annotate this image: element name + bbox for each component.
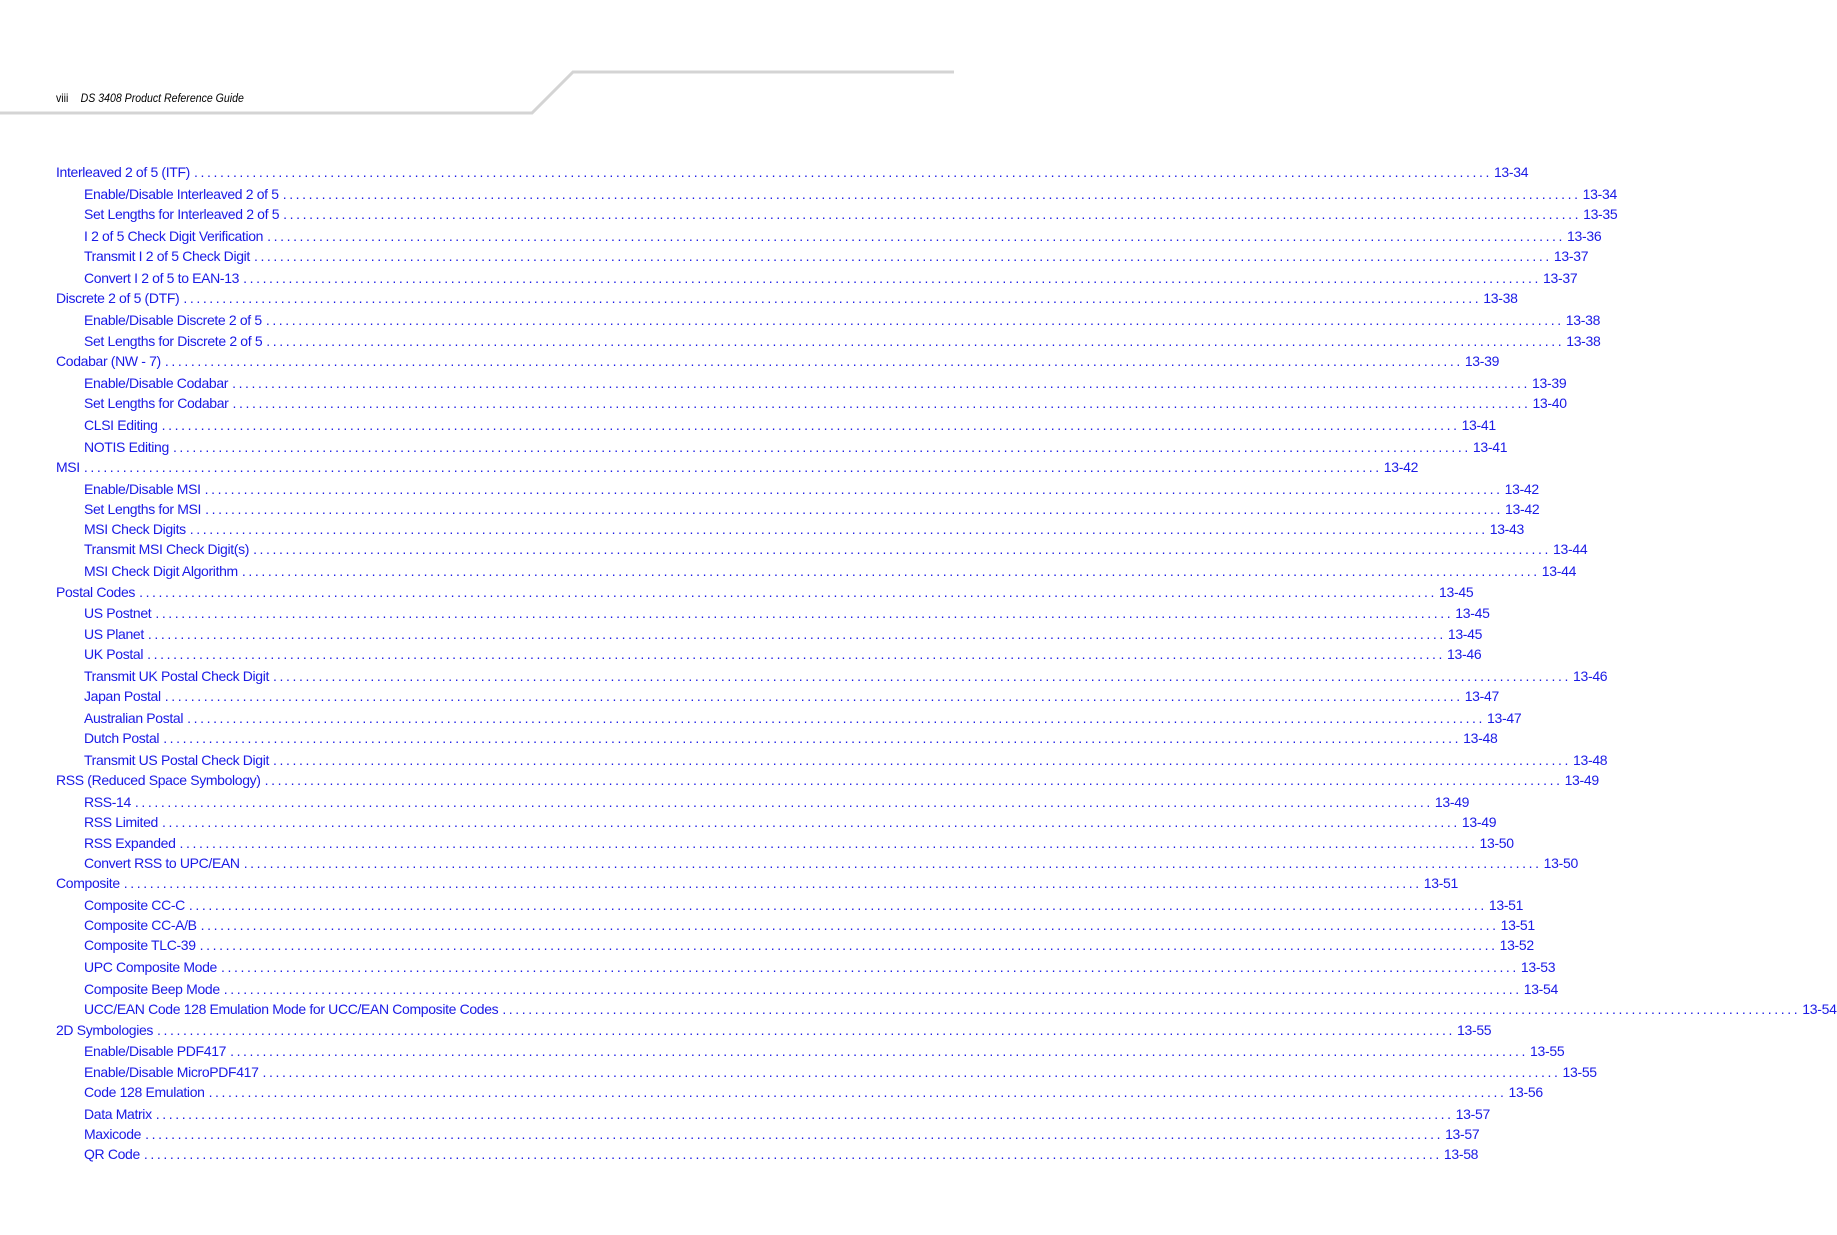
toc-entry-page: 13-51 <box>1488 897 1524 913</box>
document-title: DS 3408 Product Reference Guide <box>80 91 244 105</box>
dot-leader: ........................................................................................................................................................................................................ <box>253 248 1552 264</box>
toc-subentry-link[interactable] <box>84 1062 1597 1082</box>
toc-entry-page: 13-39 <box>1464 353 1500 369</box>
toc-entry-page: 13-52 <box>1499 937 1534 953</box>
toc-subentry-link[interactable] <box>84 750 1608 770</box>
toc-subentry-link[interactable] <box>84 373 1567 393</box>
toc-entry-page: 13-44 <box>1541 563 1577 579</box>
toc-subentry-link[interactable] <box>84 561 1577 581</box>
dot-leader: ........................................................................................................................................................................................................ <box>232 375 1531 391</box>
dot-leader: ........................................................................................................................................................................................................ <box>204 481 1503 497</box>
toc-entry-title: MSI Check Digit Algorithm <box>84 563 238 579</box>
toc-entry-title: Composite Beep Mode <box>84 981 220 997</box>
toc-entry-page: 13-42 <box>1383 459 1419 475</box>
toc-entry-title: Transmit I 2 of 5 Check Digit <box>84 248 250 264</box>
dot-leader: ........................................................................................................................................................................................................ <box>273 752 1571 768</box>
dot-leader: ........................................................................................................................................................................................................ <box>243 270 1542 286</box>
toc-entry-page: 13-41 <box>1461 417 1496 433</box>
toc-entry-title: US Postnet <box>84 605 152 621</box>
dot-leader: ........................................................................................................................................................................................................ <box>143 1146 1442 1162</box>
toc-subentry-link[interactable] <box>84 1144 1479 1164</box>
toc-entry-page: 13-41 <box>1472 439 1508 455</box>
toc-entry-page: 13-40 <box>1532 395 1567 411</box>
toc-entry-page: 13-53 <box>1520 959 1556 975</box>
dot-leader: ........................................................................................................................................................................................................ <box>145 1126 1444 1142</box>
header-rule-graphic <box>0 0 954 130</box>
toc-subentry-link[interactable] <box>84 792 1470 812</box>
toc-entry-page: 13-34 <box>1582 186 1617 202</box>
dot-leader: ........................................................................................................................................................................................................ <box>266 333 1565 349</box>
dot-leader: ........................................................................................................................................................................................................ <box>194 164 1492 180</box>
toc-entry-title: MSI <box>56 459 80 475</box>
toc-entry-title: QR Code <box>84 1146 140 1162</box>
toc-entry-page: 13-43 <box>1489 521 1525 537</box>
toc-entry-title: RSS-14 <box>84 794 131 810</box>
dot-leader: ........................................................................................................................................................................................................ <box>155 1106 1454 1122</box>
toc-entry-title: UPC Composite Mode <box>84 959 217 975</box>
toc-entry-link[interactable] <box>56 162 1529 182</box>
toc-entry-page: 13-45 <box>1447 626 1483 642</box>
toc-entry-title: Japan Postal <box>84 688 161 704</box>
dot-leader: ........................................................................................................................................................................................................ <box>147 646 1446 662</box>
toc-entry-page: 13-38 <box>1565 312 1601 328</box>
dot-leader: ........................................................................................................................................................................................................ <box>199 937 1498 953</box>
toc-entry-title: Composite <box>56 875 120 891</box>
toc-subentry-link[interactable] <box>84 708 1522 728</box>
toc-subentry-link[interactable] <box>84 812 1497 832</box>
dot-leader: ........................................................................................................................................................................................................ <box>220 959 1519 975</box>
toc-entry-link[interactable] <box>56 1020 1492 1040</box>
toc-entry-title: Transmit US Postal Check Digit <box>84 752 270 768</box>
toc-subentry-link[interactable] <box>84 999 1837 1019</box>
toc-entry-link[interactable] <box>56 873 1459 893</box>
toc-subentry-link[interactable] <box>84 833 1514 853</box>
toc-entry-title: Postal Codes <box>56 584 136 600</box>
dot-leader: ........................................................................................................................................................................................................ <box>161 814 1460 830</box>
toc-entry-page: 13-47 <box>1487 710 1522 726</box>
toc-subentry-link[interactable] <box>84 853 1578 873</box>
dot-leader: ........................................................................................................................................................................................................ <box>502 1001 1801 1017</box>
toc-entry-title: US Planet <box>84 626 144 642</box>
toc-entry-link[interactable] <box>56 582 1474 602</box>
toc-entry-page: 13-42 <box>1505 501 1540 517</box>
toc-subentry-link[interactable] <box>84 268 1578 288</box>
toc-subentry-link[interactable] <box>84 415 1496 435</box>
dot-leader: ........................................................................................................................................................................................................ <box>172 439 1471 455</box>
page-header <box>0 0 954 130</box>
dot-leader: ........................................................................................................................................................................................................ <box>200 917 1499 933</box>
toc-entry-title: I 2 of 5 Check Digit Verification <box>84 228 264 244</box>
toc-entry-page: 13-50 <box>1479 835 1514 851</box>
toc-subentry-link[interactable] <box>84 1082 1543 1102</box>
toc-entry-page: 13-35 <box>1583 206 1618 222</box>
dot-leader: ........................................................................................................................................................................................................ <box>264 772 1563 788</box>
toc-entry-page: 13-49 <box>1564 772 1599 788</box>
toc-entry-page: 13-57 <box>1455 1106 1490 1122</box>
toc-subentry-link[interactable] <box>84 310 1601 330</box>
toc-entry-title: RSS Limited <box>84 814 158 830</box>
dot-leader: ........................................................................................................................................................................................................ <box>155 605 1454 621</box>
toc-subentry-link[interactable] <box>84 393 1567 413</box>
toc-subentry-link[interactable] <box>84 499 1540 519</box>
dot-leader: ........................................................................................................................................................................................................ <box>179 835 1478 851</box>
toc-entry-link[interactable] <box>56 351 1500 371</box>
toc-subentry-link[interactable] <box>84 979 1559 999</box>
toc-entry-title: Set Lengths for Interleaved 2 of 5 <box>84 206 280 222</box>
toc-subentry-link[interactable] <box>84 728 1498 748</box>
toc-entry-page: 13-37 <box>1553 248 1589 264</box>
toc-entry-title: Composite TLC-39 <box>84 937 196 953</box>
toc-entry-page: 13-47 <box>1464 688 1499 704</box>
dot-leader: ........................................................................................................................................................................................................ <box>265 312 1564 328</box>
toc-entry-page: 13-50 <box>1543 855 1578 871</box>
toc-subentry-link[interactable] <box>84 957 1556 977</box>
toc-subentry-link[interactable] <box>84 519 1525 539</box>
toc-entry-page: 13-34 <box>1493 164 1529 180</box>
dot-leader: ........................................................................................................................................................................................................ <box>123 875 1422 891</box>
toc-entry-title: Codabar (NW - 7) <box>56 353 161 369</box>
toc-entry-title: Discrete 2 of 5 (DTF) <box>56 290 180 306</box>
toc-entry-title: RSS Expanded <box>84 835 176 851</box>
toc-entry-page: 13-44 <box>1553 541 1588 557</box>
toc-entry-page: 13-55 <box>1562 1064 1597 1080</box>
toc-subentry-link[interactable] <box>84 1124 1480 1144</box>
toc-entry-page: 13-37 <box>1543 270 1578 286</box>
toc-entry-page: 13-46 <box>1572 668 1608 684</box>
dot-leader: ........................................................................................................................................................................................................ <box>134 794 1433 810</box>
toc-entry-title: Code 128 Emulation <box>84 1084 205 1100</box>
toc-entry-page: 13-54 <box>1523 981 1559 997</box>
dot-leader: ........................................................................................................................................................................................................ <box>161 417 1460 433</box>
toc-subentry-link[interactable] <box>84 226 1602 246</box>
toc-entry-page: 13-38 <box>1483 290 1518 306</box>
toc-subentry-link[interactable] <box>84 246 1589 266</box>
toc-entry-title: Interleaved 2 of 5 (ITF) <box>56 164 190 180</box>
toc-entry-link[interactable] <box>56 457 1419 477</box>
toc-entry-title: Set Lengths for MSI <box>84 501 202 517</box>
toc-entry-title: Enable/Disable Codabar <box>84 375 229 391</box>
toc-entry-title: UK Postal <box>84 646 144 662</box>
toc-subentry-link[interactable] <box>84 603 1490 623</box>
toc-entry-title: Enable/Disable Interleaved 2 of 5 <box>84 186 279 202</box>
toc-entry-page: 13-45 <box>1439 584 1474 600</box>
page-number: viii <box>56 91 69 105</box>
dot-leader: ........................................................................................................................................................................................................ <box>243 855 1542 871</box>
toc-entry-title: Convert RSS to UPC/EAN <box>84 855 240 871</box>
dot-leader: ........................................................................................................................................................................................................ <box>253 541 1551 557</box>
dot-leader: ........................................................................................................................................................................................................ <box>208 1084 1507 1100</box>
toc-entry-page: 13-48 <box>1463 730 1498 746</box>
dot-leader: ........................................................................................................................................................................................................ <box>164 688 1463 704</box>
toc-entry-page: 13-51 <box>1423 875 1459 891</box>
toc-subentry-link[interactable] <box>84 935 1534 955</box>
toc-entry-link[interactable] <box>56 288 1518 308</box>
toc-entry-page: 13-48 <box>1572 752 1608 768</box>
toc-entry-page: 13-58 <box>1443 1146 1479 1162</box>
dot-leader: ........................................................................................................................................................................................................ <box>241 563 1540 579</box>
toc-entry-page: 13-55 <box>1530 1043 1565 1059</box>
dot-leader: ........................................................................................................................................................................................................ <box>164 353 1463 369</box>
dot-leader: ........................................................................................................................................................................................................ <box>205 501 1504 517</box>
toc-entry-title: Enable/Disable MicroPDF417 <box>84 1064 259 1080</box>
toc-subentry-link[interactable] <box>84 539 1588 559</box>
toc-entry-page: 13-55 <box>1456 1022 1492 1038</box>
toc-entry-page: 13-45 <box>1455 605 1490 621</box>
toc-subentry-link[interactable] <box>84 644 1482 664</box>
dot-leader: ........................................................................................................................................................................................................ <box>283 206 1582 222</box>
toc-entry-page: 13-42 <box>1504 481 1539 497</box>
toc-entry-title: MSI Check Digits <box>84 521 186 537</box>
toc-entry-title: Transmit UK Postal Check Digit <box>84 668 270 684</box>
toc-entry-title: Data Matrix <box>84 1106 152 1122</box>
dot-leader: ........................................................................................................................................................................................................ <box>147 626 1446 642</box>
toc-entry-title: UCC/EAN Code 128 Emulation Mode for UCC/EAN Composite Codes <box>84 1001 499 1017</box>
toc-entry-page: 13-39 <box>1532 375 1567 391</box>
dot-leader: ........................................................................................................................................................................................................ <box>232 395 1531 411</box>
toc-entry-title: Dutch Postal <box>84 730 160 746</box>
toc-subentry-link[interactable] <box>84 1104 1490 1124</box>
dot-leader: ........................................................................................................................................................................................................ <box>189 521 1488 537</box>
dot-leader: ........................................................................................................................................................................................................ <box>163 730 1462 746</box>
toc-subentry-link[interactable] <box>84 204 1618 224</box>
dot-leader: ........................................................................................................................................................................................................ <box>157 1022 1455 1038</box>
toc-entry-page: 13-57 <box>1445 1126 1480 1142</box>
toc-entry-page: 13-54 <box>1802 1001 1837 1017</box>
toc-entry-page: 13-36 <box>1567 228 1602 244</box>
toc-entry-title: NOTIS Editing <box>84 439 169 455</box>
toc-subentry-link[interactable] <box>84 915 1535 935</box>
toc-entry-page: 13-56 <box>1508 1084 1543 1100</box>
dot-leader: ........................................................................................................................................................................................................ <box>188 897 1487 913</box>
dot-leader: ........................................................................................................................................................................................................ <box>223 981 1522 997</box>
toc-subentry-link[interactable] <box>84 895 1524 915</box>
toc-subentry-link[interactable] <box>84 666 1608 686</box>
dot-leader: ........................................................................................................................................................................................................ <box>230 1043 1529 1059</box>
toc-entry-title: RSS (Reduced Space Symbology) <box>56 772 261 788</box>
toc-entry-title: Enable/Disable Discrete 2 of 5 <box>84 312 262 328</box>
toc-entry-title: Convert I 2 of 5 to EAN-13 <box>84 270 240 286</box>
toc-entry-page: 13-51 <box>1500 917 1535 933</box>
dot-leader: ........................................................................................................................................................................................................ <box>83 459 1382 475</box>
toc-entry-title: Transmit MSI Check Digit(s) <box>84 541 250 557</box>
toc-subentry-link[interactable] <box>84 184 1617 204</box>
toc-subentry-link[interactable] <box>84 479 1539 499</box>
toc-entry-title: Maxicode <box>84 1126 142 1142</box>
header-label <box>56 91 244 105</box>
toc-entry-page: 13-38 <box>1566 333 1601 349</box>
toc-entry-title: Australian Postal <box>84 710 184 726</box>
toc-subentry-link[interactable] <box>84 686 1499 706</box>
toc-subentry-link[interactable] <box>84 1041 1565 1061</box>
toc-entry-title: Enable/Disable MSI <box>84 481 201 497</box>
toc-entry-page: 13-49 <box>1461 814 1497 830</box>
dot-leader: ........................................................................................................................................................................................................ <box>139 584 1438 600</box>
dot-leader: ........................................................................................................................................................................................................ <box>282 186 1581 202</box>
toc-entry-title: 2D Symbologies <box>56 1022 154 1038</box>
dot-leader: ........................................................................................................................................................................................................ <box>187 710 1486 726</box>
dot-leader: ........................................................................................................................................................................................................ <box>262 1064 1561 1080</box>
toc-entry-link[interactable] <box>56 770 1599 790</box>
toc-entry-title: Enable/Disable PDF417 <box>84 1043 227 1059</box>
toc-entry-title: Set Lengths for Discrete 2 of 5 <box>84 333 263 349</box>
dot-leader: ........................................................................................................................................................................................................ <box>183 290 1482 306</box>
toc-entry-page: 13-46 <box>1447 646 1482 662</box>
toc-subentry-link[interactable] <box>84 331 1601 351</box>
toc-subentry-link[interactable] <box>84 437 1508 457</box>
toc-entry-title: Composite CC-C <box>84 897 185 913</box>
toc-entry-page: 13-49 <box>1434 794 1470 810</box>
dot-leader: ........................................................................................................................................................................................................ <box>273 668 1571 684</box>
toc-entry-title: Composite CC-A/B <box>84 917 197 933</box>
toc-entry-title: Set Lengths for Codabar <box>84 395 229 411</box>
toc-entry-title: CLSI Editing <box>84 417 158 433</box>
toc-subentry-link[interactable] <box>84 624 1483 644</box>
dot-leader: ........................................................................................................................................................................................................ <box>267 228 1566 244</box>
